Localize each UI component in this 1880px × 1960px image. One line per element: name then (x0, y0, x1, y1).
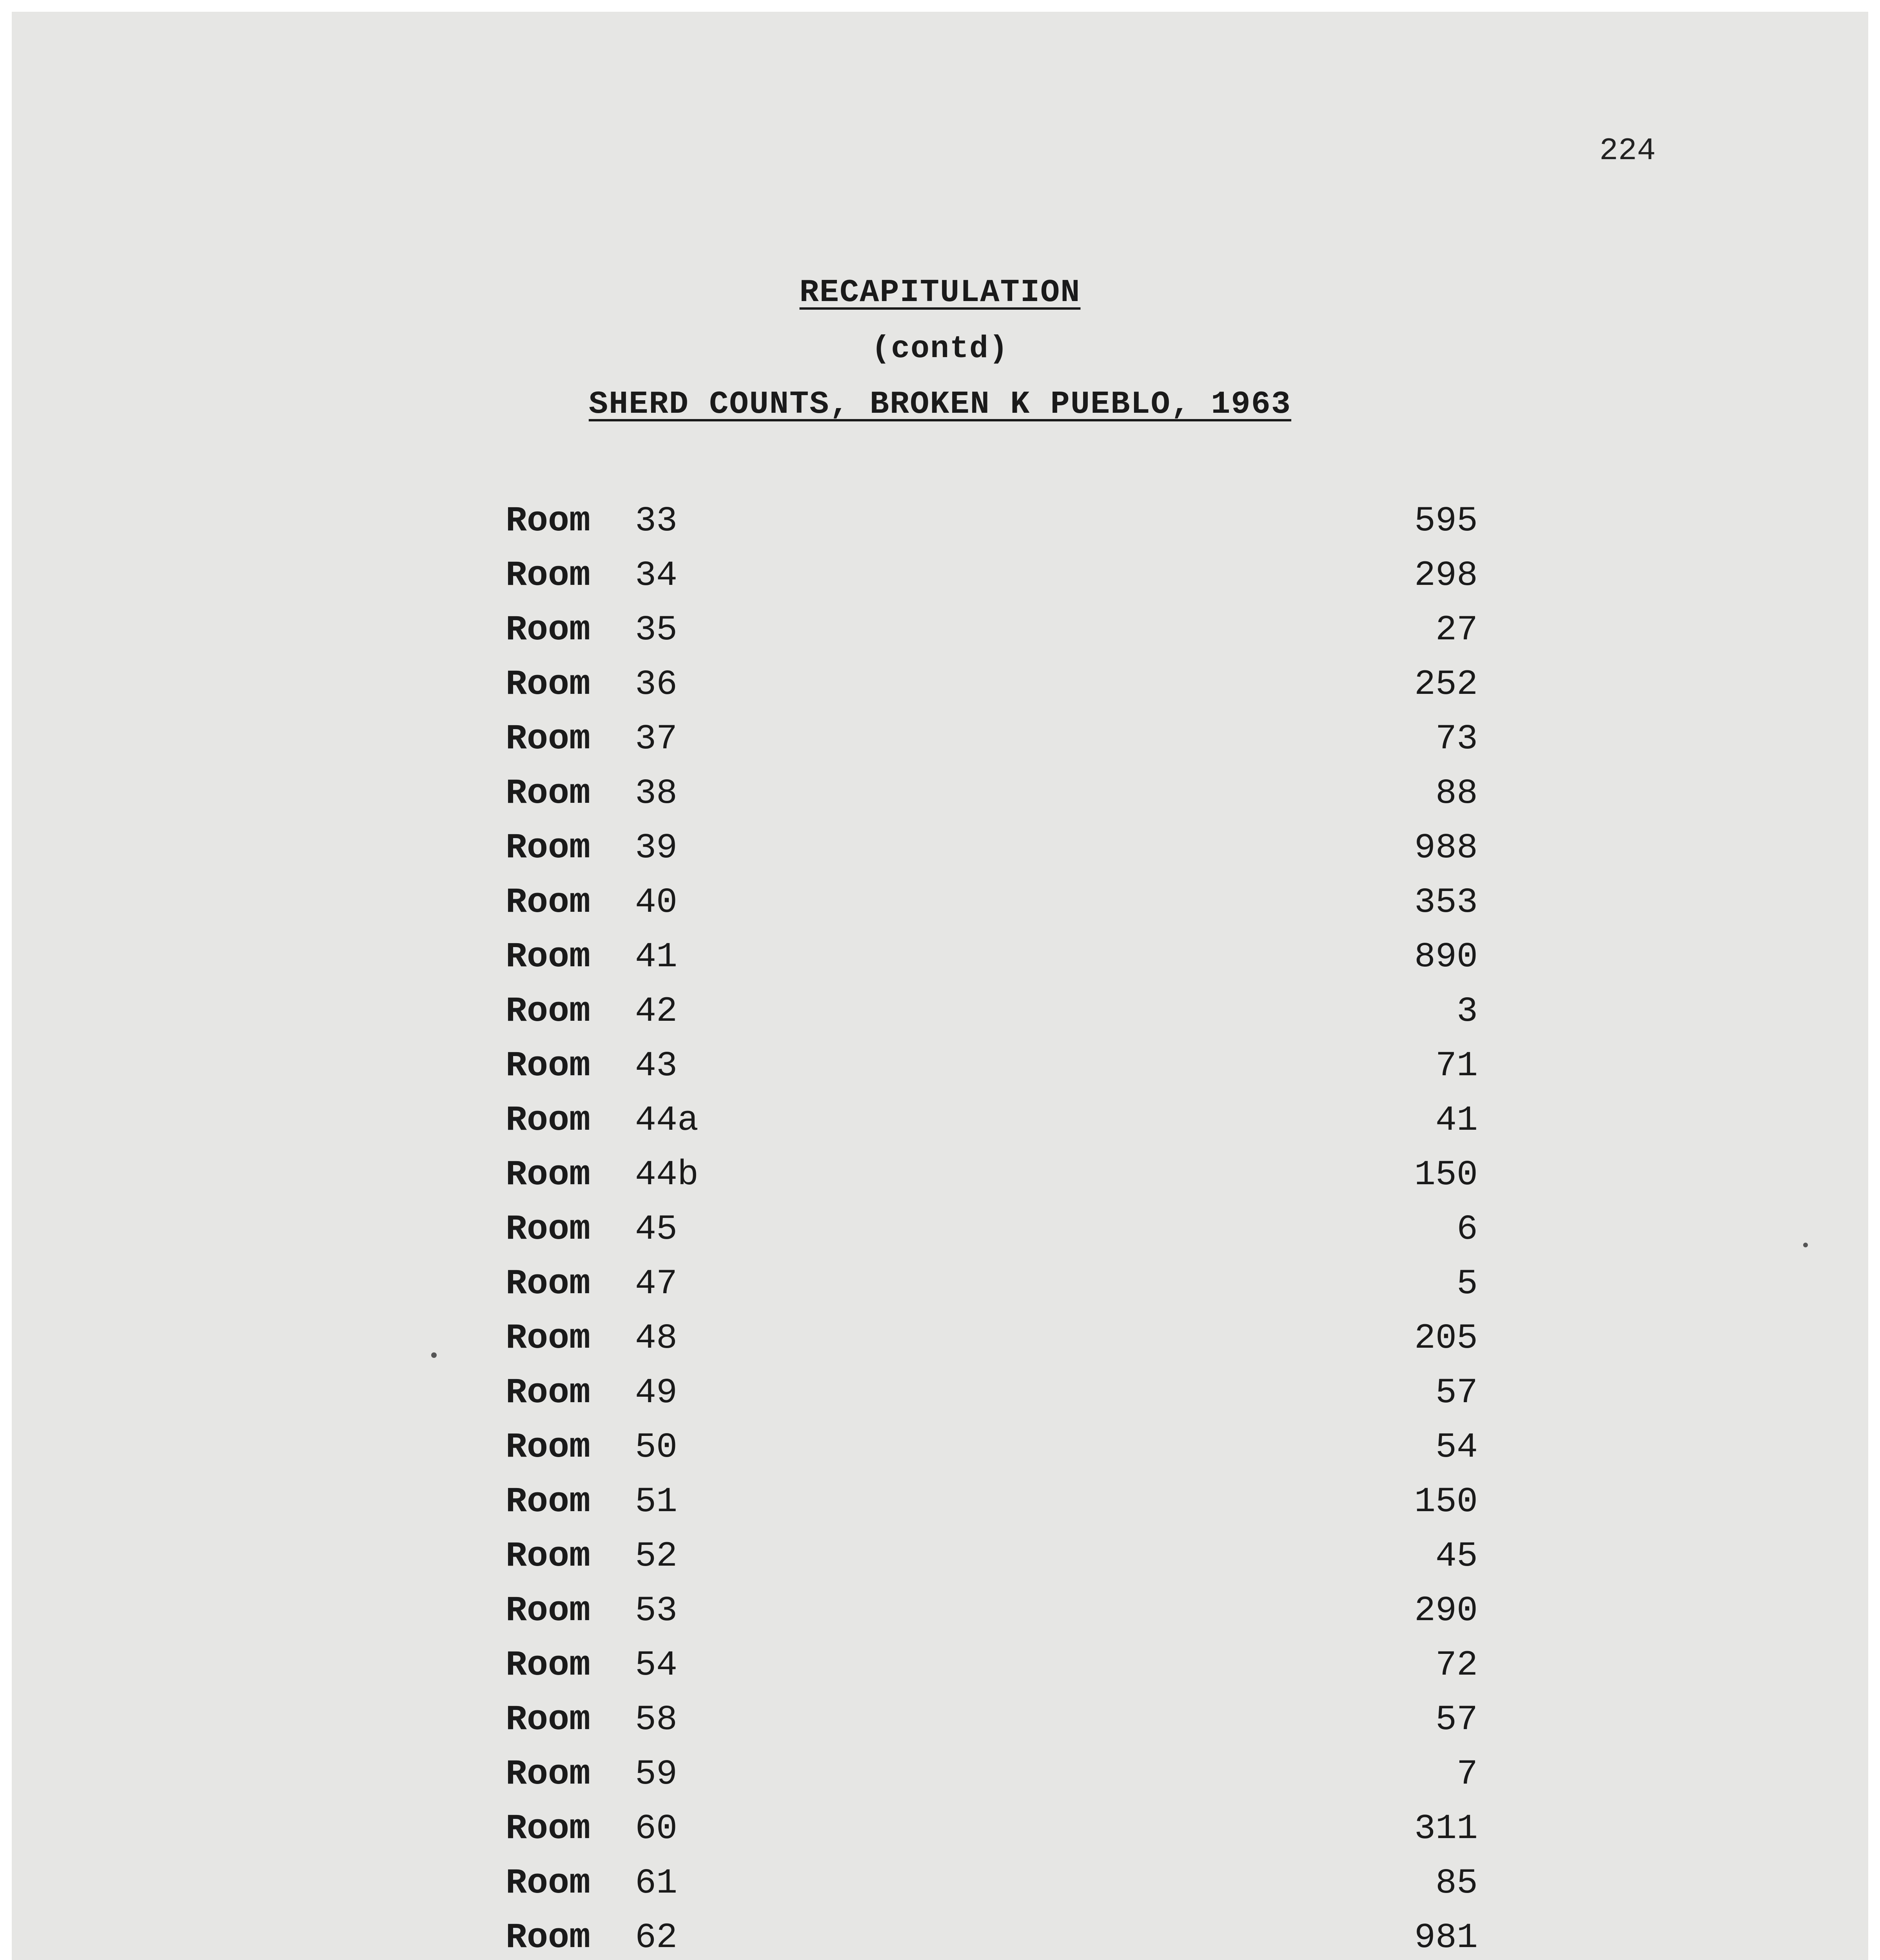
table-row (506, 1802, 1478, 1856)
sherd-count: 73 (1435, 719, 1478, 759)
room-label: Room (506, 1373, 591, 1413)
room-number: 48 (635, 1318, 678, 1359)
page-subtitle: (contd) (871, 331, 1009, 367)
page-title: RECAPITULATION (799, 274, 1081, 311)
room-label: Room (506, 719, 591, 759)
room-number: 35 (635, 610, 678, 650)
room-number: 61 (635, 1863, 678, 1904)
room-label: Room (506, 1536, 591, 1577)
sherd-count: 41 (1435, 1100, 1478, 1141)
sherd-count: 54 (1435, 1427, 1478, 1468)
room-label: Room (506, 882, 591, 923)
table-row (506, 1202, 1478, 1257)
room-number: 41 (635, 937, 678, 977)
room-label: Room (506, 1209, 591, 1250)
room-number: 40 (635, 882, 678, 923)
sherd-count: 311 (1414, 1809, 1478, 1849)
room-label: Room (506, 773, 591, 814)
room-label: Room (506, 1645, 591, 1686)
room-label: Room (506, 1318, 591, 1359)
table-row (506, 1093, 1478, 1148)
room-number: 44b (635, 1155, 699, 1195)
room-number: 62 (635, 1918, 678, 1958)
table-row (506, 1148, 1478, 1202)
room-number: 34 (635, 555, 678, 596)
sherd-count: 298 (1414, 555, 1478, 596)
table-row (506, 1039, 1478, 1093)
sherd-count: 71 (1435, 1046, 1478, 1086)
sherd-count: 595 (1414, 501, 1478, 541)
scan-speck (431, 1352, 437, 1358)
sherd-count: 988 (1414, 828, 1478, 868)
room-number: 59 (635, 1754, 678, 1795)
table-row (506, 766, 1478, 821)
table-row (506, 930, 1478, 984)
sherd-count: 6 (1456, 1209, 1478, 1250)
sherd-count: 57 (1435, 1373, 1478, 1413)
room-number: 39 (635, 828, 678, 868)
sherd-count-table (506, 494, 1478, 1960)
sherd-count: 252 (1414, 664, 1478, 705)
table-row (506, 1638, 1478, 1693)
table-row (506, 821, 1478, 875)
sherd-count: 85 (1435, 1863, 1478, 1904)
table-row (506, 1693, 1478, 1747)
sherd-count: 353 (1414, 882, 1478, 923)
table-row (506, 494, 1478, 548)
room-number: 60 (635, 1809, 678, 1849)
table-caption: SHERD COUNTS, BROKEN K PUEBLO, 1963 (588, 386, 1292, 423)
room-number: 47 (635, 1264, 678, 1304)
room-label: Room (506, 1754, 591, 1795)
room-label: Room (506, 1046, 591, 1086)
room-label: Room (506, 828, 591, 868)
room-label: Room (506, 1918, 591, 1958)
room-label: Room (506, 664, 591, 705)
sherd-count: 7 (1456, 1754, 1478, 1795)
sherd-count: 150 (1414, 1155, 1478, 1195)
sherd-count: 57 (1435, 1700, 1478, 1740)
table-row (506, 603, 1478, 657)
sherd-count: 45 (1435, 1536, 1478, 1577)
table-row (506, 1366, 1478, 1420)
room-label: Room (506, 1809, 591, 1849)
sherd-count: 3 (1456, 991, 1478, 1032)
sherd-count: 88 (1435, 773, 1478, 814)
room-label: Room (506, 1427, 591, 1468)
room-number: 38 (635, 773, 678, 814)
table-row (506, 712, 1478, 766)
room-label: Room (506, 1264, 591, 1304)
room-number: 37 (635, 719, 678, 759)
room-number: 58 (635, 1700, 678, 1740)
room-number: 49 (635, 1373, 678, 1413)
room-label: Room (506, 1591, 591, 1631)
room-number: 51 (635, 1482, 678, 1522)
sherd-count: 150 (1414, 1482, 1478, 1522)
table-row (506, 1911, 1478, 1960)
room-number: 45 (635, 1209, 678, 1250)
room-number: 36 (635, 664, 678, 705)
table-row (506, 1311, 1478, 1366)
table-row (506, 1475, 1478, 1529)
sherd-count: 290 (1414, 1591, 1478, 1631)
room-label: Room (506, 610, 591, 650)
page-number: 224 (1599, 133, 1656, 169)
table-row (506, 1747, 1478, 1802)
table-row (506, 657, 1478, 712)
room-label: Room (506, 1100, 591, 1141)
room-number: 42 (635, 991, 678, 1032)
sherd-count: 890 (1414, 937, 1478, 977)
sherd-count: 5 (1456, 1264, 1478, 1304)
table-row (506, 875, 1478, 930)
room-label: Room (506, 991, 591, 1032)
scan-speck (1803, 1243, 1808, 1247)
sherd-count: 981 (1414, 1918, 1478, 1958)
table-row (506, 1420, 1478, 1475)
room-number: 33 (635, 501, 678, 541)
sherd-count: 205 (1414, 1318, 1478, 1359)
room-number: 52 (635, 1536, 678, 1577)
sherd-count: 27 (1435, 610, 1478, 650)
table-row (506, 1584, 1478, 1638)
room-label: Room (506, 937, 591, 977)
room-label: Room (506, 1155, 591, 1195)
room-number: 43 (635, 1046, 678, 1086)
room-number: 44a (635, 1100, 699, 1141)
sherd-count: 72 (1435, 1645, 1478, 1686)
room-number: 53 (635, 1591, 678, 1631)
table-row (506, 1856, 1478, 1911)
room-label: Room (506, 1863, 591, 1904)
table-row (506, 1257, 1478, 1311)
room-number: 54 (635, 1645, 678, 1686)
room-label: Room (506, 1482, 591, 1522)
table-row (506, 984, 1478, 1039)
room-label: Room (506, 555, 591, 596)
room-label: Room (506, 501, 591, 541)
table-row (506, 1529, 1478, 1584)
table-row (506, 548, 1478, 603)
room-number: 50 (635, 1427, 678, 1468)
room-label: Room (506, 1700, 591, 1740)
